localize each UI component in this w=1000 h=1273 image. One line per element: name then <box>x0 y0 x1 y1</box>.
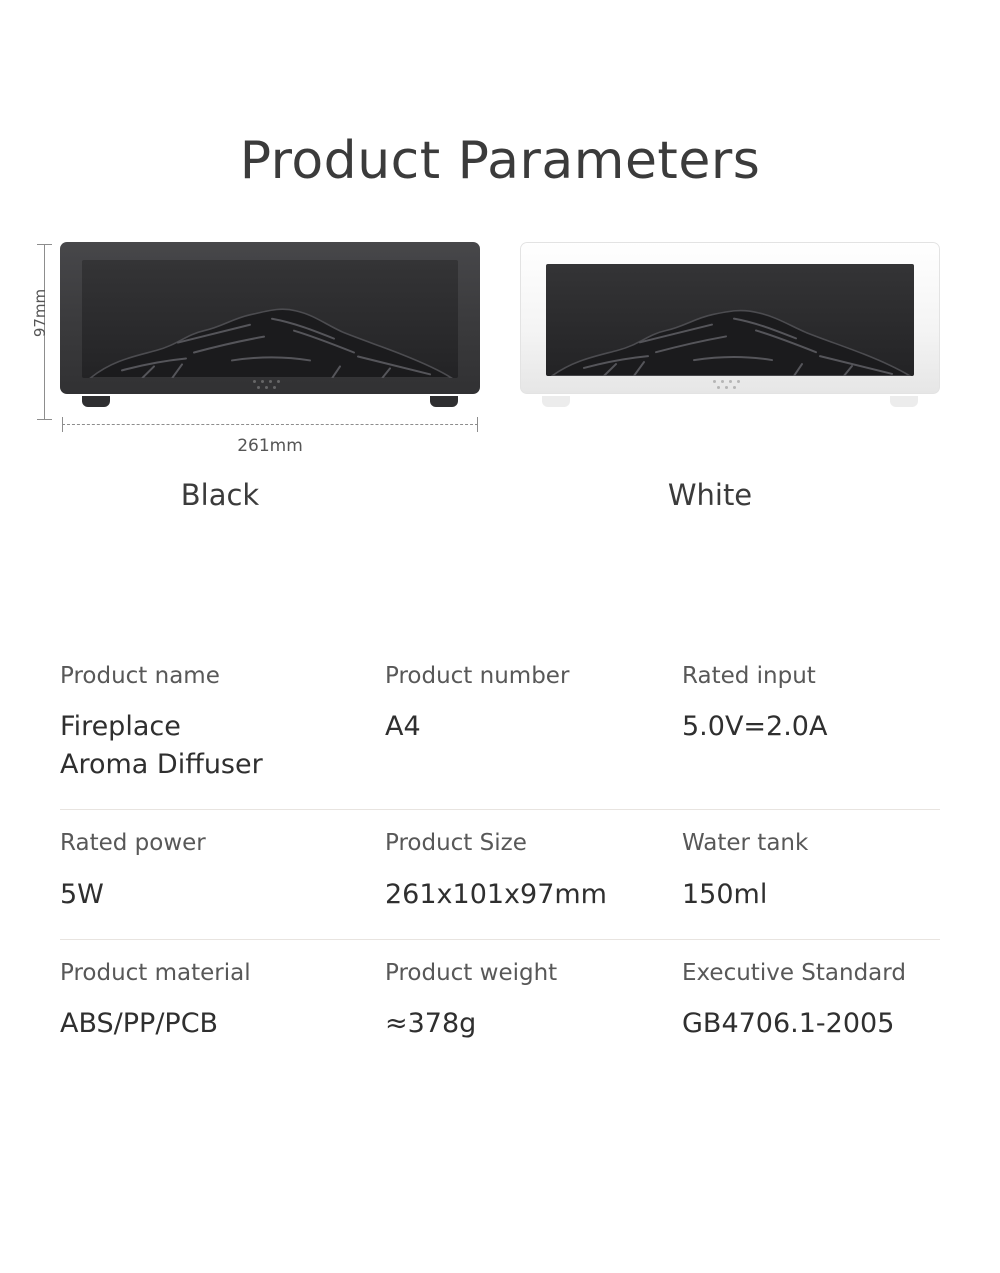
spec-label: Executive Standard <box>682 960 906 987</box>
spec-cell-rated-power <box>60 828 385 913</box>
device-illustration-white <box>520 242 940 400</box>
flame-logs-graphic <box>82 291 458 378</box>
spec-value: A4 <box>385 710 421 742</box>
device-foot-left <box>542 396 570 407</box>
product-parameters-page <box>0 35 1000 1273</box>
page-title: Product Parameters <box>239 130 761 191</box>
product-black-caption: Black <box>180 478 260 513</box>
device-foot-right <box>890 396 918 407</box>
spec-row <box>60 643 940 810</box>
device-screen <box>82 260 458 378</box>
spec-label: Rated power <box>60 830 206 857</box>
vent-holes <box>253 380 287 392</box>
spec-label: Water tank <box>682 830 809 857</box>
spec-cell-product-material <box>60 958 385 1043</box>
width-dimension-cap-right <box>477 417 478 432</box>
spec-cell-product-name <box>60 661 385 784</box>
device-foot-left <box>82 396 110 407</box>
spec-label: Product weight <box>385 960 558 987</box>
height-dimension <box>14 242 54 422</box>
height-dimension-cap-bottom <box>37 419 52 420</box>
vent-holes <box>713 380 747 392</box>
spec-label: Product material <box>60 960 251 987</box>
width-dimension-label: 261mm <box>237 436 303 457</box>
specs-table <box>60 643 940 1069</box>
product-illustrations <box>0 242 1000 572</box>
spec-value: GB4706.1-2005 <box>682 1008 895 1040</box>
spec-value: ≈378g <box>385 1008 477 1040</box>
spec-row <box>60 809 940 939</box>
spec-value: ABS/PP/PCB <box>60 1008 219 1040</box>
spec-value: 5.0V=2.0A <box>682 710 828 742</box>
width-dimension-cap-left <box>62 417 63 432</box>
spec-cell-product-weight <box>385 958 682 1043</box>
width-dimension <box>60 424 480 464</box>
spec-label: Product number <box>385 662 570 689</box>
spec-cell-product-size <box>385 828 682 913</box>
spec-value: 150ml <box>682 878 768 910</box>
width-dimension-line <box>62 424 478 425</box>
spec-value-line1: Fireplace <box>60 710 181 742</box>
spec-cell-rated-input <box>682 661 940 784</box>
device-body <box>520 242 940 394</box>
height-dimension-label: 97mm <box>31 288 50 338</box>
spec-value-line2: Aroma Diffuser <box>60 748 263 780</box>
device-illustration-black <box>60 242 480 400</box>
device-foot-right <box>430 396 458 407</box>
spec-value: 5W <box>60 878 104 910</box>
spec-cell-water-tank <box>682 828 940 913</box>
spec-label: Rated input <box>682 662 816 689</box>
spec-value: 261x101x97mm <box>385 878 607 910</box>
device-body <box>60 242 480 394</box>
spec-value <box>60 708 385 784</box>
spec-label: Product name <box>60 662 220 689</box>
product-white-caption: White <box>667 478 753 513</box>
height-dimension-cap-top <box>37 244 52 245</box>
spec-cell-product-number <box>385 661 682 784</box>
spec-cell-executive-standard <box>682 958 940 1043</box>
spec-label: Product Size <box>385 830 527 857</box>
spec-row <box>60 939 940 1069</box>
device-screen <box>546 264 914 376</box>
flame-logs-graphic <box>546 293 914 376</box>
